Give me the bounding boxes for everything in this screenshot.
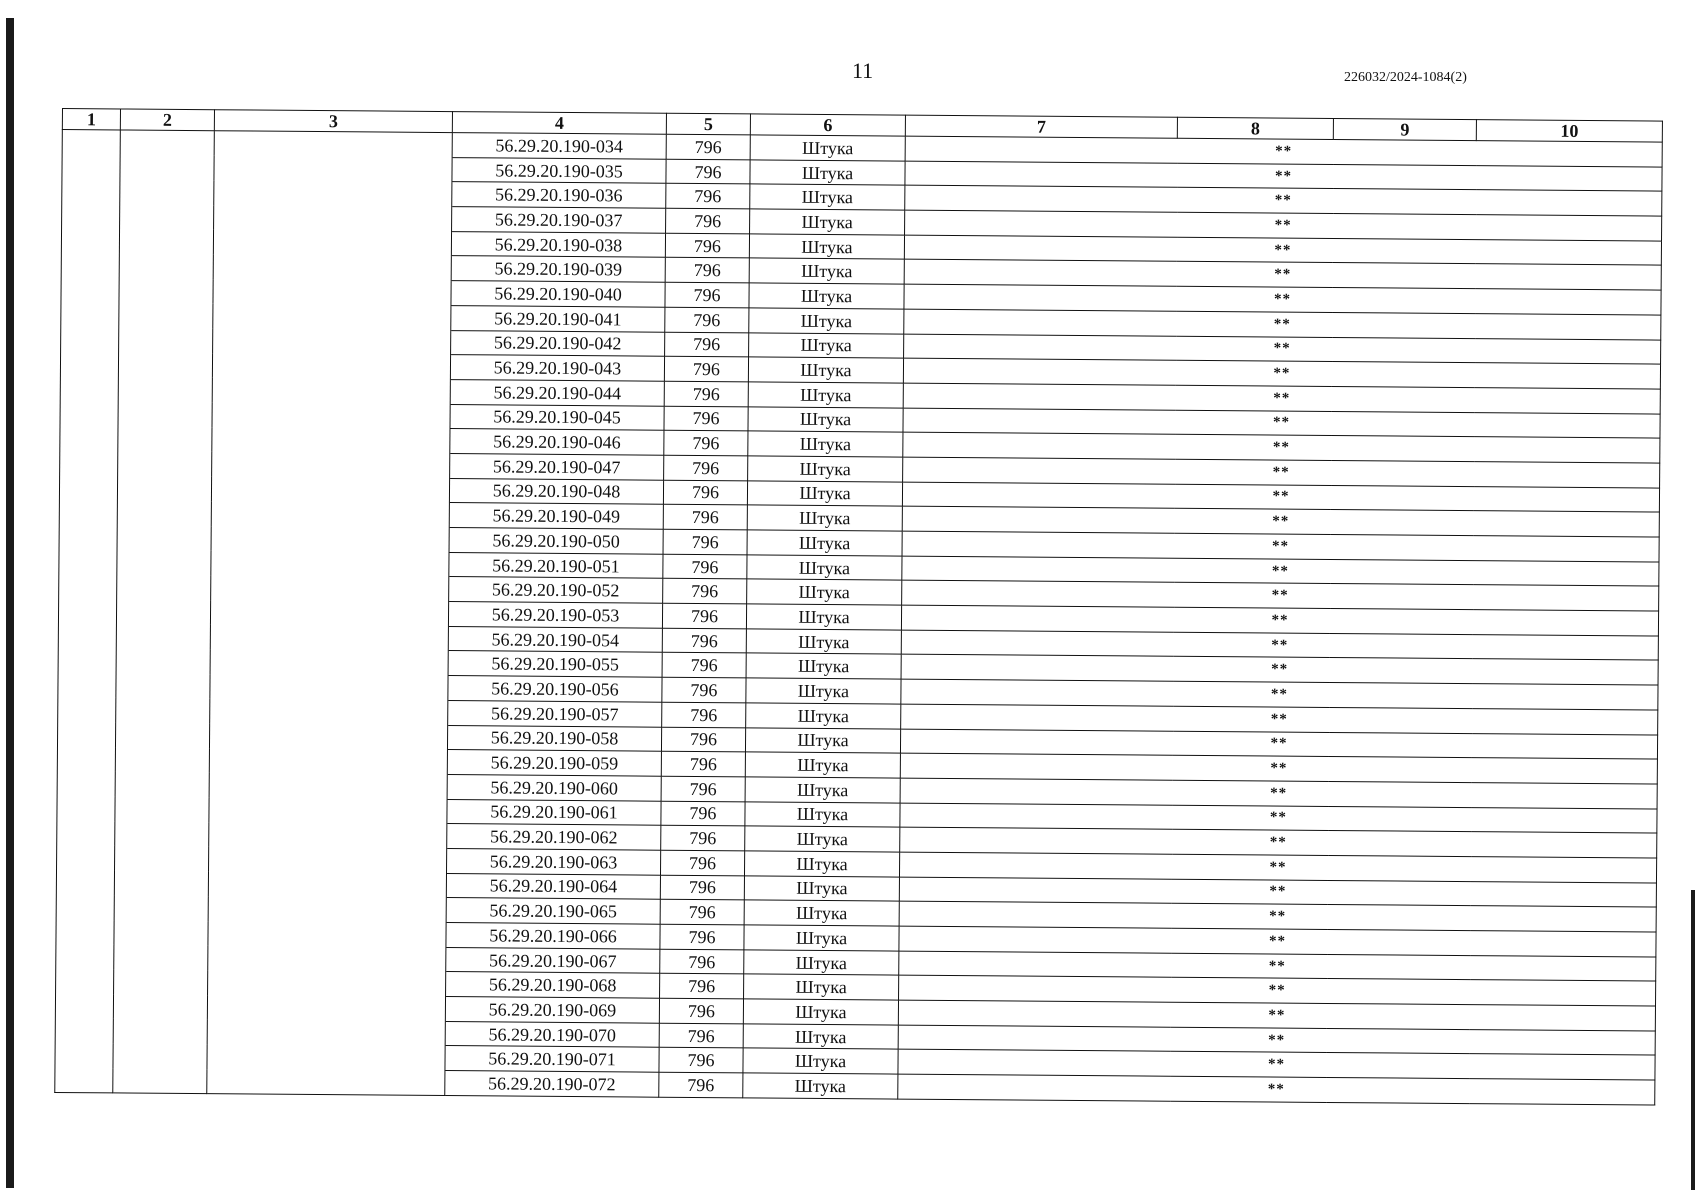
empty-cell-col-3 — [212, 378, 450, 405]
empty-cell-col-1 — [59, 549, 117, 574]
unit-cell: Штука — [749, 283, 904, 309]
empty-cell-col-1 — [60, 426, 118, 451]
empty-cell-col-2 — [114, 945, 208, 970]
okei-cell: 796 — [665, 258, 749, 283]
value-cell: ** — [901, 630, 1658, 661]
empty-cell-col-1 — [58, 648, 116, 673]
empty-cell-col-2 — [115, 797, 209, 822]
unit-cell: Штука — [750, 184, 905, 210]
value-cell: ** — [898, 1050, 1655, 1081]
unit-cell: Штука — [747, 481, 902, 507]
empty-cell-col-1 — [60, 352, 118, 377]
empty-cell-col-3 — [209, 773, 447, 800]
code-cell: 56.29.20.190-043 — [450, 355, 664, 381]
empty-cell-col-1 — [60, 450, 118, 475]
empty-cell-col-2 — [114, 895, 208, 920]
header-col-2: 2 — [120, 109, 214, 131]
document-table-wrapper — [54, 108, 1662, 1105]
code-cell: 56.29.20.190-048 — [449, 478, 663, 504]
empty-cell-col-2 — [120, 204, 214, 229]
empty-cell-col-3 — [211, 526, 449, 553]
value-cell: ** — [903, 383, 1660, 414]
okei-cell: 796 — [661, 776, 745, 801]
header-col-1: 1 — [62, 109, 120, 130]
empty-cell-col-1 — [59, 500, 117, 525]
empty-cell-col-3 — [213, 304, 451, 331]
okei-cell: 796 — [661, 751, 745, 776]
empty-cell-col-3 — [209, 822, 447, 849]
empty-cell-col-3 — [210, 624, 448, 651]
okei-cell: 796 — [660, 924, 744, 949]
unit-cell: Штука — [745, 801, 900, 827]
empty-cell-col-1 — [56, 870, 114, 895]
empty-cell-col-1 — [55, 994, 113, 1019]
okei-cell: 796 — [665, 233, 749, 258]
code-cell: 56.29.20.190-072 — [445, 1071, 659, 1097]
okei-cell: 796 — [662, 603, 746, 628]
value-cell: ** — [903, 408, 1660, 439]
okei-cell: 796 — [666, 134, 750, 159]
value-cell: ** — [900, 729, 1657, 760]
code-cell: 56.29.20.190-046 — [450, 429, 664, 455]
empty-cell-col-3 — [213, 328, 451, 355]
code-cell: 56.29.20.190-053 — [448, 602, 662, 628]
table-body — [55, 130, 1663, 1105]
empty-cell-col-1 — [62, 130, 120, 155]
empty-cell-col-1 — [60, 401, 118, 426]
code-cell: 56.29.20.190-056 — [448, 676, 662, 702]
empty-cell-col-2 — [116, 673, 210, 698]
empty-cell-col-1 — [61, 228, 119, 253]
okei-cell: 796 — [664, 406, 748, 431]
okei-cell: 796 — [664, 381, 748, 406]
empty-cell-col-2 — [113, 994, 207, 1019]
value-cell: ** — [902, 482, 1659, 513]
value-cell: ** — [898, 1025, 1655, 1056]
okei-cell: 796 — [659, 1048, 743, 1073]
okei-cell: 796 — [666, 159, 750, 184]
value-cell: ** — [904, 309, 1661, 340]
value-cell: ** — [904, 334, 1661, 365]
value-cell: ** — [898, 1074, 1655, 1105]
empty-cell-col-2 — [119, 278, 213, 303]
unit-cell: Штука — [745, 826, 900, 852]
empty-cell-col-1 — [61, 327, 119, 352]
empty-cell-col-1 — [56, 895, 114, 920]
code-cell: 56.29.20.190-062 — [447, 824, 661, 850]
code-cell: 56.29.20.190-047 — [450, 453, 664, 479]
okei-cell: 796 — [663, 480, 747, 505]
okei-cell: 796 — [662, 677, 746, 702]
okei-cell: 796 — [666, 208, 750, 233]
value-cell: ** — [905, 161, 1662, 192]
empty-cell-col-1 — [56, 919, 114, 944]
empty-cell-col-3 — [211, 550, 449, 577]
value-cell: ** — [904, 260, 1661, 291]
empty-cell-col-1 — [61, 278, 119, 303]
empty-cell-col-2 — [118, 426, 212, 451]
value-cell: ** — [899, 926, 1656, 957]
value-cell: ** — [899, 901, 1656, 932]
unit-cell: Штука — [744, 900, 899, 926]
empty-cell-col-3 — [213, 254, 451, 281]
empty-cell-col-2 — [116, 624, 210, 649]
okei-cell: 796 — [662, 702, 746, 727]
unit-cell: Штука — [748, 406, 903, 432]
code-cell: 56.29.20.190-068 — [446, 972, 660, 998]
code-cell: 56.29.20.190-052 — [449, 577, 663, 603]
unit-cell: Штука — [749, 332, 904, 358]
unit-cell: Штука — [749, 308, 904, 334]
code-cell: 56.29.20.190-042 — [451, 330, 665, 356]
unit-cell: Штука — [747, 530, 902, 556]
empty-cell-col-1 — [61, 302, 119, 327]
okei-cell: 796 — [663, 505, 747, 530]
header-col-7: 7 — [905, 115, 1177, 138]
value-cell: ** — [905, 210, 1662, 241]
okei-cell: 796 — [665, 332, 749, 357]
empty-cell-col-2 — [119, 327, 213, 352]
empty-cell-col-2 — [115, 722, 209, 747]
code-cell: 56.29.20.190-036 — [452, 182, 666, 208]
empty-cell-col-3 — [213, 229, 451, 256]
code-cell: 56.29.20.190-064 — [446, 873, 660, 899]
empty-cell-col-2 — [119, 229, 213, 254]
header-col-6: 6 — [750, 114, 905, 136]
okei-cell: 796 — [660, 949, 744, 974]
unit-cell: Штука — [745, 777, 900, 803]
value-cell: ** — [901, 679, 1658, 710]
header-col-10: 10 — [1476, 120, 1662, 142]
empty-cell-col-3 — [209, 847, 447, 874]
code-cell: 56.29.20.190-065 — [446, 898, 660, 924]
empty-cell-col-3 — [214, 155, 452, 182]
code-cell: 56.29.20.190-059 — [447, 750, 661, 776]
code-cell: 56.29.20.190-060 — [447, 774, 661, 800]
code-cell: 56.29.20.190-069 — [445, 997, 659, 1023]
empty-cell-col-2 — [113, 1068, 207, 1093]
okei-cell: 796 — [661, 727, 745, 752]
value-cell: ** — [901, 655, 1658, 686]
value-cell: ** — [902, 506, 1659, 537]
okei-cell: 796 — [662, 628, 746, 653]
unit-cell: Штука — [748, 382, 903, 408]
document-reference: 226032/2024-1084(2) — [1344, 70, 1467, 85]
empty-cell-col-2 — [117, 574, 211, 599]
empty-cell-col-2 — [116, 648, 210, 673]
okei-cell: 796 — [659, 1072, 743, 1097]
empty-cell-col-3 — [210, 674, 448, 701]
unit-cell: Штука — [743, 1073, 898, 1099]
empty-cell-col-3 — [208, 871, 446, 898]
unit-cell: Штука — [744, 851, 899, 877]
unit-cell: Штука — [750, 135, 905, 161]
page-number: 11 — [852, 58, 874, 83]
okei-cell: 796 — [664, 356, 748, 381]
unit-cell: Штука — [749, 234, 904, 260]
value-cell: ** — [902, 556, 1659, 587]
unit-cell: Штука — [745, 752, 900, 778]
empty-cell-col-1 — [62, 154, 120, 179]
empty-cell-col-2 — [120, 155, 214, 180]
unit-cell: Штука — [746, 629, 901, 655]
unit-cell: Штука — [748, 456, 903, 482]
empty-cell-col-2 — [116, 698, 210, 723]
unit-cell: Штука — [746, 604, 901, 630]
empty-cell-col-1 — [58, 623, 116, 648]
okei-cell: 796 — [660, 974, 744, 999]
empty-cell-col-3 — [213, 279, 451, 306]
empty-cell-col-2 — [119, 253, 213, 278]
empty-cell-col-2 — [114, 969, 208, 994]
empty-cell-col-1 — [62, 179, 120, 204]
value-cell: ** — [904, 235, 1661, 266]
empty-cell-col-1 — [57, 796, 115, 821]
value-cell: ** — [905, 185, 1662, 216]
header-col-3: 3 — [214, 110, 452, 133]
scan-edge-left — [6, 18, 14, 1188]
empty-cell-col-3 — [212, 427, 450, 454]
unit-cell: Штука — [743, 999, 898, 1025]
empty-cell-col-1 — [62, 204, 120, 229]
unit-cell: Штука — [747, 555, 902, 581]
empty-cell-col-2 — [118, 377, 212, 402]
empty-cell-col-3 — [212, 452, 450, 479]
unit-cell: Штука — [747, 579, 902, 605]
okei-cell: 796 — [662, 653, 746, 678]
empty-cell-col-1 — [56, 944, 114, 969]
okei-cell: 796 — [666, 184, 750, 209]
okei-cell: 796 — [660, 900, 744, 925]
value-cell: ** — [899, 877, 1656, 908]
empty-cell-col-2 — [120, 130, 214, 155]
empty-cell-col-3 — [211, 575, 449, 602]
empty-cell-col-2 — [117, 476, 211, 501]
okei-cell: 796 — [659, 1023, 743, 1048]
code-cell: 56.29.20.190-070 — [445, 1021, 659, 1047]
empty-cell-col-2 — [118, 402, 212, 427]
empty-cell-col-2 — [120, 179, 214, 204]
empty-cell-col-3 — [208, 945, 446, 972]
unit-cell: Штука — [749, 258, 904, 284]
code-cell: 56.29.20.190-063 — [447, 848, 661, 874]
unit-cell: Штука — [744, 925, 899, 951]
value-cell: ** — [903, 457, 1660, 488]
okei-cell: 796 — [665, 282, 749, 307]
empty-cell-col-2 — [117, 525, 211, 550]
empty-cell-col-3 — [212, 402, 450, 429]
code-cell: 56.29.20.190-054 — [448, 626, 662, 652]
empty-cell-col-1 — [57, 845, 115, 870]
empty-cell-col-2 — [114, 871, 208, 896]
document-table — [54, 108, 1663, 1105]
unit-cell: Штука — [746, 653, 901, 679]
value-cell: ** — [904, 284, 1661, 315]
code-cell: 56.29.20.190-067 — [446, 947, 660, 973]
value-cell: ** — [901, 704, 1658, 735]
okei-cell: 796 — [660, 850, 744, 875]
okei-cell: 796 — [664, 455, 748, 480]
empty-cell-col-3 — [207, 1044, 445, 1071]
code-cell: 56.29.20.190-038 — [451, 231, 665, 257]
empty-cell-col-3 — [209, 748, 447, 775]
empty-cell-col-3 — [210, 698, 448, 725]
okei-cell: 796 — [659, 998, 743, 1023]
code-cell: 56.29.20.190-039 — [451, 256, 665, 282]
okei-cell: 796 — [660, 875, 744, 900]
empty-cell-col-3 — [214, 205, 452, 232]
empty-cell-col-3 — [207, 995, 445, 1022]
code-cell: 56.29.20.190-061 — [447, 799, 661, 825]
empty-cell-col-2 — [117, 550, 211, 575]
empty-cell-col-1 — [58, 697, 116, 722]
value-cell: ** — [898, 1000, 1655, 1031]
value-cell: ** — [902, 531, 1659, 562]
empty-cell-col-1 — [55, 1018, 113, 1043]
header-col-4: 4 — [452, 112, 666, 135]
header-col-9: 9 — [1333, 118, 1476, 140]
empty-cell-col-3 — [208, 970, 446, 997]
empty-cell-col-1 — [58, 599, 116, 624]
value-cell: ** — [900, 827, 1657, 858]
empty-cell-col-1 — [58, 673, 116, 698]
unit-cell: Штука — [744, 876, 899, 902]
value-cell: ** — [903, 432, 1660, 463]
empty-cell-col-2 — [118, 451, 212, 476]
empty-cell-col-2 — [118, 352, 212, 377]
unit-cell: Штука — [744, 974, 899, 1000]
empty-cell-col-2 — [115, 846, 209, 871]
okei-cell: 796 — [661, 825, 745, 850]
okei-cell: 796 — [661, 801, 745, 826]
value-cell: ** — [905, 136, 1662, 167]
okei-cell: 796 — [663, 529, 747, 554]
empty-cell-col-2 — [113, 1043, 207, 1068]
value-cell: ** — [903, 358, 1660, 389]
empty-cell-col-3 — [208, 896, 446, 923]
code-cell: 56.29.20.190-055 — [448, 651, 662, 677]
value-cell: ** — [899, 975, 1656, 1006]
empty-cell-col-3 — [209, 723, 447, 750]
code-cell: 56.29.20.190-034 — [452, 133, 666, 159]
empty-cell-col-1 — [59, 574, 117, 599]
value-cell: ** — [899, 852, 1656, 883]
code-cell: 56.29.20.190-037 — [452, 207, 666, 233]
code-cell: 56.29.20.190-066 — [446, 923, 660, 949]
empty-cell-col-3 — [211, 476, 449, 503]
empty-cell-col-1 — [57, 747, 115, 772]
unit-cell: Штука — [743, 1048, 898, 1074]
code-cell: 56.29.20.190-049 — [449, 503, 663, 529]
okei-cell: 796 — [664, 430, 748, 455]
empty-cell-col-3 — [212, 353, 450, 380]
unit-cell: Штука — [748, 357, 903, 383]
value-cell: ** — [900, 753, 1657, 784]
unit-cell: Штука — [750, 160, 905, 186]
unit-cell: Штука — [750, 209, 905, 235]
empty-cell-col-2 — [117, 500, 211, 525]
empty-cell-col-2 — [115, 772, 209, 797]
empty-cell-col-2 — [119, 303, 213, 328]
scan-edge-right — [1691, 890, 1695, 1190]
empty-cell-col-1 — [55, 1043, 113, 1068]
empty-cell-col-3 — [211, 501, 449, 528]
unit-cell: Штука — [745, 727, 900, 753]
empty-cell-col-2 — [113, 1019, 207, 1044]
okei-cell: 796 — [663, 579, 747, 604]
empty-cell-col-1 — [61, 253, 119, 278]
empty-cell-col-2 — [115, 747, 209, 772]
unit-cell: Штука — [744, 950, 899, 976]
empty-cell-col-3 — [207, 1019, 445, 1046]
unit-cell: Штука — [743, 1024, 898, 1050]
empty-cell-col-2 — [116, 599, 210, 624]
code-cell: 56.29.20.190-058 — [447, 725, 661, 751]
empty-cell-col-1 — [59, 475, 117, 500]
header-col-5: 5 — [666, 113, 750, 135]
unit-cell: Штука — [747, 505, 902, 531]
empty-cell-col-3 — [208, 921, 446, 948]
empty-cell-col-1 — [60, 376, 118, 401]
code-cell: 56.29.20.190-057 — [448, 700, 662, 726]
empty-cell-col-2 — [115, 821, 209, 846]
empty-cell-col-2 — [114, 920, 208, 945]
empty-cell-col-3 — [207, 1069, 445, 1096]
empty-cell-col-1 — [57, 821, 115, 846]
code-cell: 56.29.20.190-035 — [452, 157, 666, 183]
value-cell: ** — [899, 951, 1656, 982]
value-cell: ** — [901, 605, 1658, 636]
empty-cell-col-3 — [210, 649, 448, 676]
empty-cell-col-1 — [56, 969, 114, 994]
header-col-8: 8 — [1177, 117, 1333, 139]
empty-cell-col-1 — [59, 524, 117, 549]
code-cell: 56.29.20.190-045 — [450, 404, 664, 430]
value-cell: ** — [900, 803, 1657, 834]
code-cell: 56.29.20.190-050 — [449, 528, 663, 554]
unit-cell: Штука — [746, 703, 901, 729]
code-cell: 56.29.20.190-051 — [449, 552, 663, 578]
empty-cell-col-3 — [210, 600, 448, 627]
empty-cell-col-3 — [209, 797, 447, 824]
empty-cell-col-1 — [57, 771, 115, 796]
okei-cell: 796 — [665, 307, 749, 332]
empty-cell-col-3 — [214, 131, 452, 158]
code-cell: 56.29.20.190-071 — [445, 1046, 659, 1072]
code-cell: 56.29.20.190-040 — [451, 281, 665, 307]
unit-cell: Штука — [748, 431, 903, 457]
unit-cell: Штука — [746, 678, 901, 704]
okei-cell: 796 — [663, 554, 747, 579]
value-cell: ** — [900, 778, 1657, 809]
value-cell: ** — [902, 580, 1659, 611]
empty-cell-col-1 — [57, 722, 115, 747]
empty-cell-col-1 — [55, 1068, 113, 1093]
code-cell: 56.29.20.190-044 — [450, 379, 664, 405]
empty-cell-col-3 — [214, 180, 452, 207]
code-cell: 56.29.20.190-041 — [451, 305, 665, 331]
